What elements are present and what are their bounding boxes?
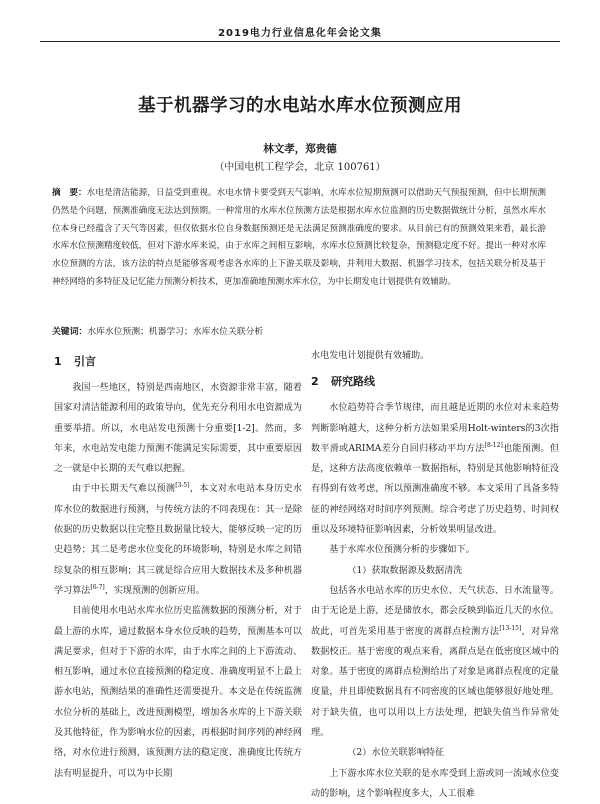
section-1-title: 引言 — [74, 355, 96, 368]
method-p1-text-b: 也能预测。但是，这种方法高度依赖单一数据指标，特别是其他影响特征没有得到有效考虑，所以预测准确度不够。本文采用了具备多特征的神经网络对时间序列预测。综合考虑了历史趋势、时间权重以及环境特征影响因素，分析效果明显改进。 — [311, 443, 559, 536]
intro-paragraph-1: 我国一些地区，特别是西南地区，水资源非常丰富，随着国家对清洁能源利用的政策导向，优先充分利用水电资源成为重要举措。所以，水电站发电预测十分重要[1-2]。然而，多年来，水电站发电能力预测不能满足实际需要，其中重要原因之一就是中长期的天气难以把握。 — [54, 383, 302, 475]
section-1-heading — [54, 346, 302, 378]
citation: [3-5] — [175, 482, 190, 490]
citation: [13-15] — [499, 624, 522, 632]
method-paragraph-1 — [311, 398, 559, 540]
running-header: 2019电力行业信息化年会论文集 — [218, 28, 382, 39]
intro-p2-text-b: ，本文对水电站本身历史水库水位的数据进行预测，与传统方法的不同表现在：其一是除依据的历史数据以往完整且数据量比较大，能够反映一定的历史趋势；其二是考虑水位变化的环境影响，特别是水库之间错综复杂的相互影响；其三就是综合应用大数据技术及多种机器学习算法 — [54, 484, 302, 596]
keywords-label: 关键词： — [52, 327, 88, 337]
header-rule — [40, 41, 560, 42]
subheading-2: （2）水位关联影响特征 — [347, 748, 445, 759]
keywords-text: 水库水位预测；机器学习；水库水位关联分析 — [87, 327, 264, 337]
section-2-heading — [311, 366, 559, 398]
method-paragraph-4: 上下游水库水位关联的是水库受到上游或同一流域水位变动的影响，这个影响程度多大，人工很难 — [311, 768, 559, 799]
method-paragraph-2: 基于水库水位预测分析的步骤如下。 — [329, 545, 475, 556]
section-1-number: 1 — [54, 355, 62, 368]
subheading-1: （1）获取数据源及数据清洗 — [347, 565, 463, 576]
authors: 林文孝，郑贵德 — [263, 143, 337, 155]
method-p1-text-a: 水位趋势符合季节规律，而且越是近期的水位对未来趋势判断影响越大，这种分析方法如果采用Holt-winters的3次指数平滑或ARIMA差分自回归移动平均方法 — [311, 403, 559, 454]
method-paragraph-3 — [311, 581, 559, 743]
paper-title: 基于机器学习的水电站水库水位预测应用 — [138, 96, 462, 116]
left-column — [54, 346, 302, 784]
continued-paragraph: 水电发电计划提供有效辅助。 — [311, 351, 430, 361]
intro-paragraph-3: 目前使用水电站水库水位历史监测数据的预测分析，对于最上游的水库，通过数据本身水位反映的趋势，预测基本可以满足要求，但对于下游的水库，由于水库之间的上下游流动、相互影响，通过水位直接预测的稳定度、准确度明显不上最上游水电站，预测结果的准确性还需要提升。本文是在传统监测水位分析的基础上，改进预测模型，增加各水库的上下游关联及其他特征，作为影响水位的因素，再根据时间序列的神经网络，对水位进行预测，该预测方法的稳定度、准确度比传统方法有明显提升，可以为中长期 — [54, 606, 302, 779]
citation: [6-7] — [90, 583, 105, 591]
method-p3-text-a: 包括各水电站水库的历史水位、天气状态、日水流量等。由于无论是上游，还是储放水，都会反映到临近几天的水位。故此，可首先采用基于密度的离群点检测方法 — [311, 585, 559, 637]
section-2-number: 2 — [311, 375, 319, 389]
abstract-label: 摘 要： — [52, 188, 87, 198]
method-p3-text-b: ，对异常数据校正。基于密度的观点来看，离群点是在低密度区域中的对象。基于密度的离群点检测给出了对象是离群点程度的定量度量，并且即使数据具有不同密度的区域也能够很好地处理。对于缺失值，也可以用以上方法处理，把缺失值当作异常处理。 — [311, 626, 559, 739]
keywords — [52, 324, 546, 337]
intro-paragraph-2 — [54, 479, 302, 601]
intro-p2-text-c: ，实现预测的创新应用。 — [104, 585, 205, 596]
abstract — [52, 185, 546, 292]
intro-p2-text-a: 由于中长期天气难以预测 — [72, 484, 176, 495]
citation: [8-12] — [484, 441, 503, 449]
abstract-text: 水电是清洁能源，日益受到重视。水电水情卡要受到天气影响，水库水位短期预测可以借助天气预报预测，但中长期预测仍然是个问题，预测准确度无法达到预期。一种常用的水库水位预测方法是根据水库水位监测的历史数据做统计分析，虽然水库水位本身已经蕴含了天气等因素，但仅依据水位自身数据预测还是无法满足预测准确度的要求。从目前已有的预测效果来看，最长游水库水位预测精度较低，但对下游水库来说，由于水库之间相互影响，水库水位预测比较复杂，预测稳定度不好。提出一种对水库水位预测的方法，该方法的特点是能够客观考虑各水库的上下游关联及影响，并利用大数据、机器学习技术，包括关联分析及基于神经网络的多特征及记忆能力预测分析技术，更加准确地预测水库水位，为中长期发电计划提供有效辅助。 — [52, 188, 546, 287]
right-column — [311, 346, 559, 804]
section-2-title: 研究路线 — [331, 375, 375, 389]
affiliation: （中国电机工程学会，北京 100761） — [214, 162, 386, 173]
